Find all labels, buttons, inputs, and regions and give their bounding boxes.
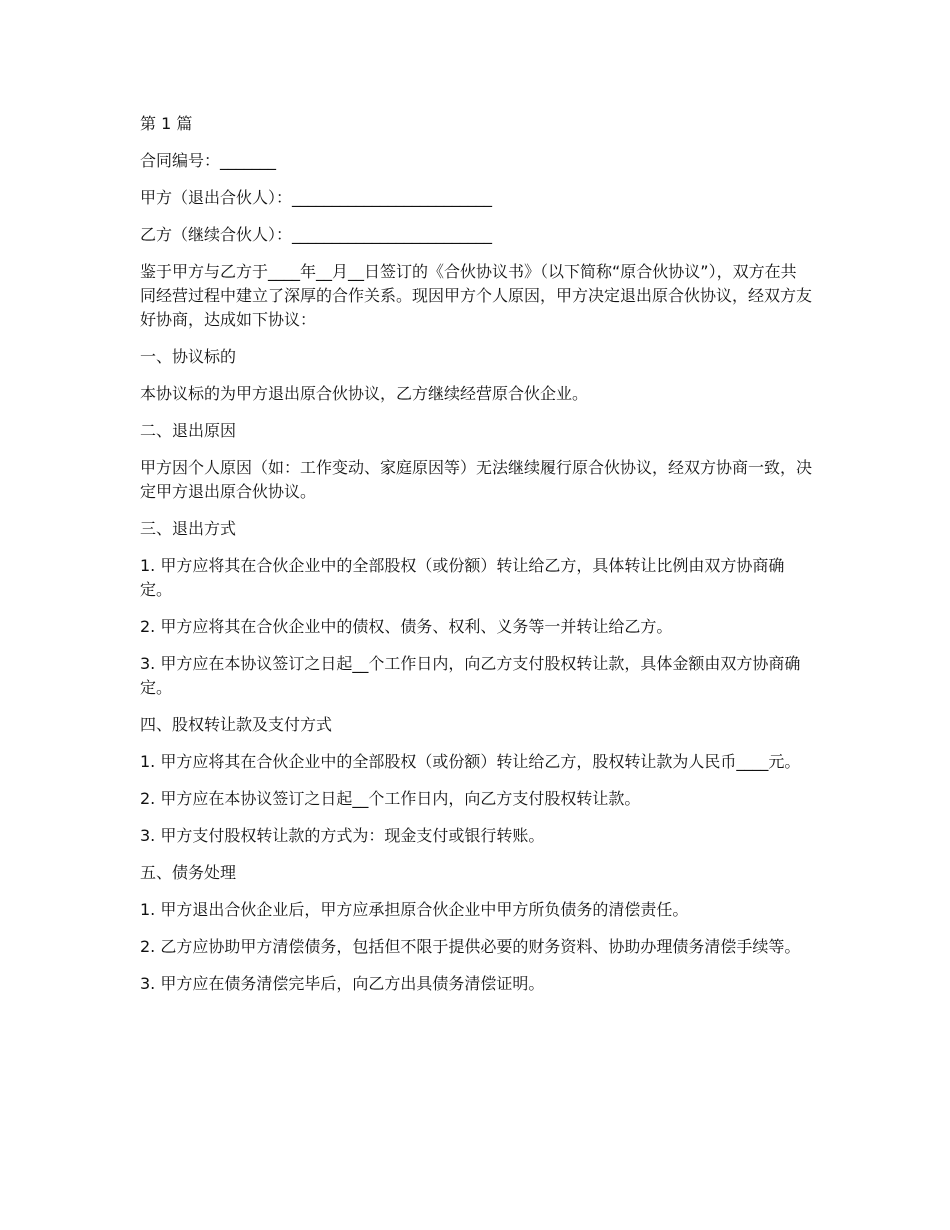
clause-4-3: 3. 甲方支付股权转让款的方式为：现金支付或银行转账。 [140, 826, 545, 845]
party-a: 甲方（退出合伙人）：_________________________ [140, 188, 493, 207]
clause-5-3: 3. 甲方应在债务清偿完毕后，向乙方出具债务清偿证明。 [140, 974, 545, 993]
clause-2: 甲方因个人原因（如：工作变动、家庭原因等）无法继续履行原合伙协议，经双方协商一致，决定甲方退出原合伙协议。 [140, 458, 813, 501]
clause-4-1: 1. 甲方应将其在合伙企业中的全部股权（或份额）转让给乙方，股权转让款为人民币____元。 [140, 752, 801, 771]
contract-number: 合同编号：_______ [140, 151, 277, 170]
preamble: 鉴于甲方与乙方于____年__月__日签订的《合伙协议书》（以下简称“原合伙协议”），双方在共同经营过程中建立了深厚的合作关系。现因甲方个人原因，甲方决定退出原合伙协议，经双方友好协商，达成如下协议： [140, 262, 813, 329]
clause-3-1: 1. 甲方应将其在合伙企业中的全部股权（或份额）转让给乙方，具体转让比例由双方协商确定。 [140, 556, 785, 599]
section-title: 第 1 篇 [140, 114, 193, 133]
clause-4-2: 2. 甲方应在本协议签订之日起__个工作日内，向乙方支付股权转让款。 [140, 789, 641, 808]
clause-3-3: 3. 甲方应在本协议签订之日起__个工作日内，向乙方支付股权转让款，具体金额由双方协商确定。 [140, 654, 801, 697]
clause-5-1: 1. 甲方退出合伙企业后，甲方应承担原合伙企业中甲方所负债务的清偿责任。 [140, 900, 689, 919]
heading-5: 五、债务处理 [140, 863, 237, 882]
document-body [140, 112, 812, 1009]
heading-2: 二、退出原因 [140, 421, 237, 440]
heading-4: 四、股权转让款及支付方式 [140, 715, 333, 734]
clause-3-2: 2. 甲方应将其在合伙企业中的债权、债务、权利、义务等一并转让给乙方。 [140, 617, 673, 636]
heading-1: 一、协议标的 [140, 347, 237, 366]
clause-5-2: 2. 乙方应协助甲方清偿债务，包括但不限于提供必要的财务资料、协助办理债务清偿手续等。 [140, 937, 801, 956]
heading-3: 三、退出方式 [140, 519, 237, 538]
party-b: 乙方（继续合伙人）：_________________________ [140, 225, 493, 244]
clause-1: 本协议标的为甲方退出原合伙协议，乙方继续经营原合伙企业。 [140, 384, 589, 403]
